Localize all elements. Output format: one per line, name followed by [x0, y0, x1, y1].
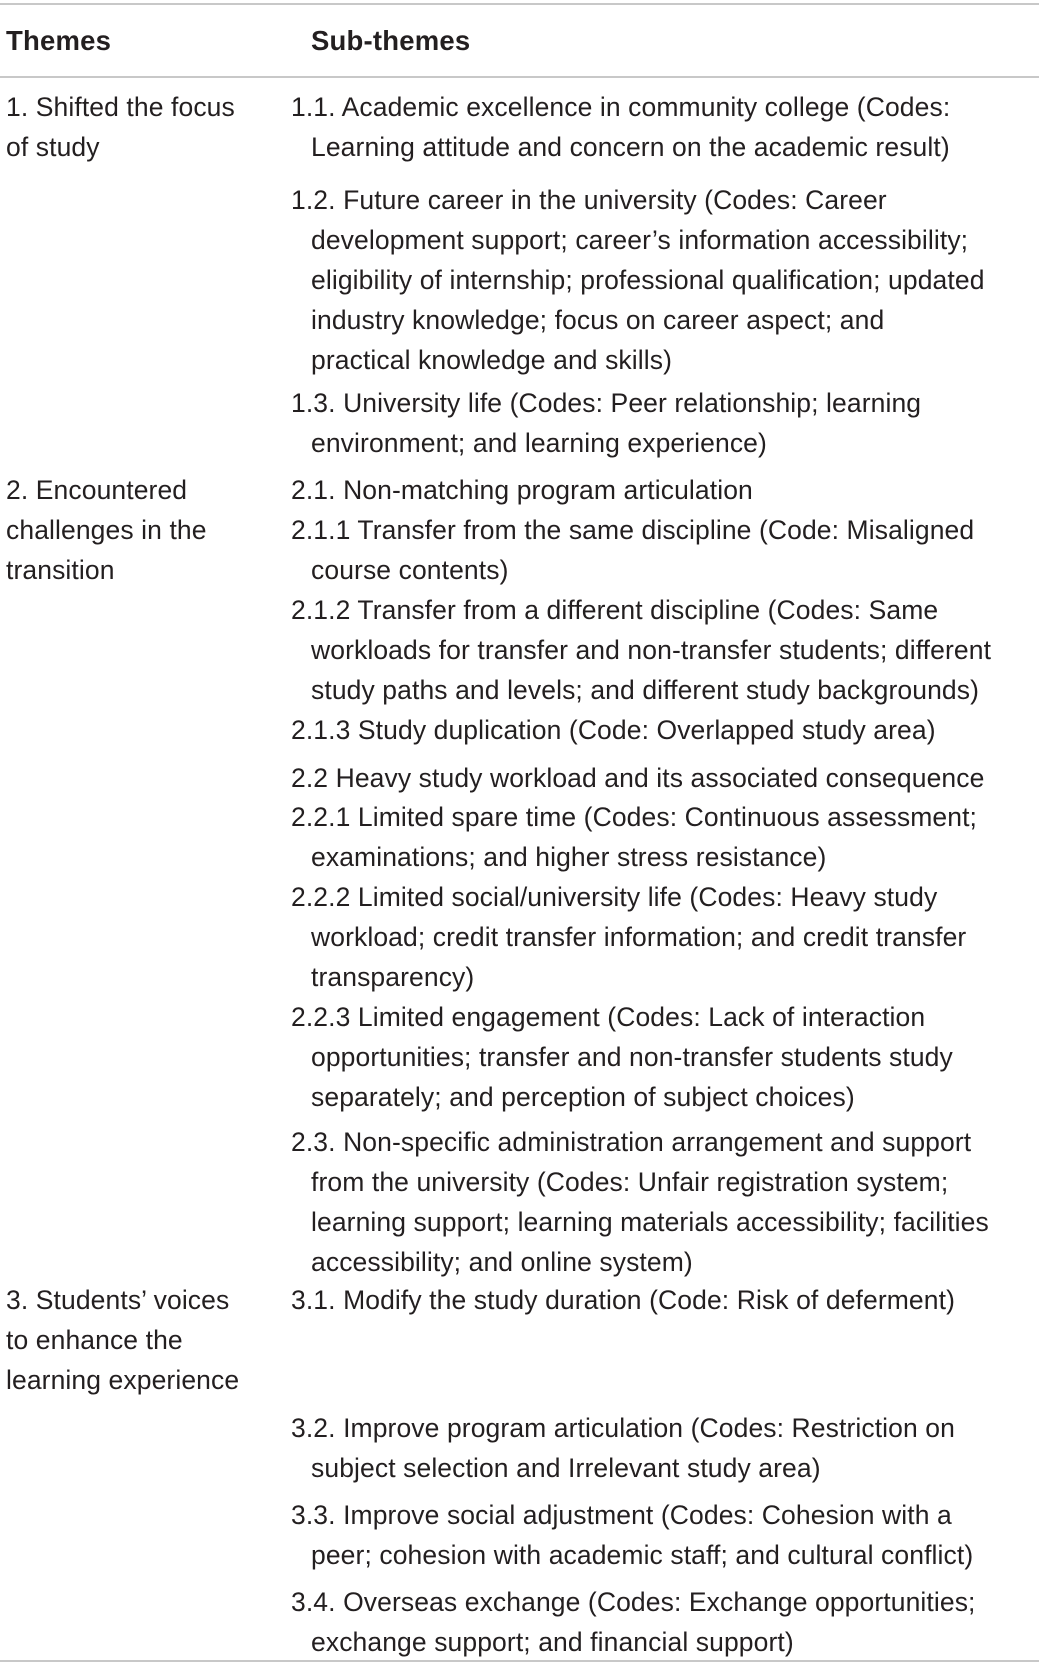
table-top-rule	[0, 3, 1039, 5]
subtheme-2-2-2: 2.2.2 Limited social/university life (Codes: Heavy study workload; credit transfer information; and credit transfer transparency)	[291, 882, 967, 992]
subtheme-3-3: 3.3. Improve social adjustment (Codes: Cohesion with a peer; cohesion with academic staff; and cultural conflict)	[291, 1500, 974, 1570]
subtheme-1-3: 1.3. University life (Codes: Peer relationship; learning environment; and learning experience)	[291, 388, 922, 458]
table-bottom-rule	[0, 1660, 1039, 1662]
subtheme-1-2: 1.2. Future career in the university (Codes: Career development support; career’s information accessibility; eligibility of internship; professional qualification; updated industry knowledge; focus on career aspect; and practical knowledge and skills)	[291, 185, 985, 375]
subtheme-1-1: 1.1. Academic excellence in community college (Codes: Learning attitude and concern on the academic result)	[291, 92, 951, 162]
theme-1: 1. Shifted the focus of study	[6, 92, 235, 162]
header-themes: Themes	[6, 25, 112, 56]
subtheme-2-1-3: 2.1.3 Study duplication (Code: Overlapped study area)	[291, 715, 936, 745]
header-rule	[0, 76, 1039, 78]
theme-3: 3. Students’ voices to enhance the learning experience	[6, 1285, 240, 1395]
theme-2: 2. Encountered challenges in the transition	[6, 475, 207, 585]
subtheme-2-1-2: 2.1.2 Transfer from a different discipline (Codes: Same workloads for transfer and non-transfer students; different study paths and levels; and different study backgrounds)	[291, 595, 992, 705]
subtheme-2-3: 2.3. Non-specific administration arrangement and support from the university (Codes: Unfair registration system; learning support; learning materials accessibility; facilities accessibility; and online system)	[291, 1127, 989, 1277]
header-subthemes: Sub-themes	[311, 25, 471, 56]
subtheme-2-1: 2.1. Non-matching program articulation	[291, 475, 753, 505]
subtheme-3-2: 3.2. Improve program articulation (Codes: Restriction on subject selection and Irrelevant study area)	[291, 1413, 955, 1483]
subtheme-2-1-1: 2.1.1 Transfer from the same discipline (Code: Misaligned course contents)	[291, 515, 975, 585]
subtheme-2-2: 2.2 Heavy study workload and its associated consequence	[291, 763, 985, 793]
subtheme-2-2-1: 2.2.1 Limited spare time (Codes: Continuous assessment; examinations; and higher stress resistance)	[291, 802, 977, 872]
subtheme-3-4: 3.4. Overseas exchange (Codes: Exchange opportunities; exchange support; and financial support)	[291, 1587, 976, 1657]
subtheme-3-1: 3.1. Modify the study duration (Code: Risk of deferment)	[291, 1285, 955, 1315]
subtheme-2-2-3: 2.2.3 Limited engagement (Codes: Lack of interaction opportunities; transfer and non-transfer students study separately; and perception of subject choices)	[291, 1002, 953, 1112]
